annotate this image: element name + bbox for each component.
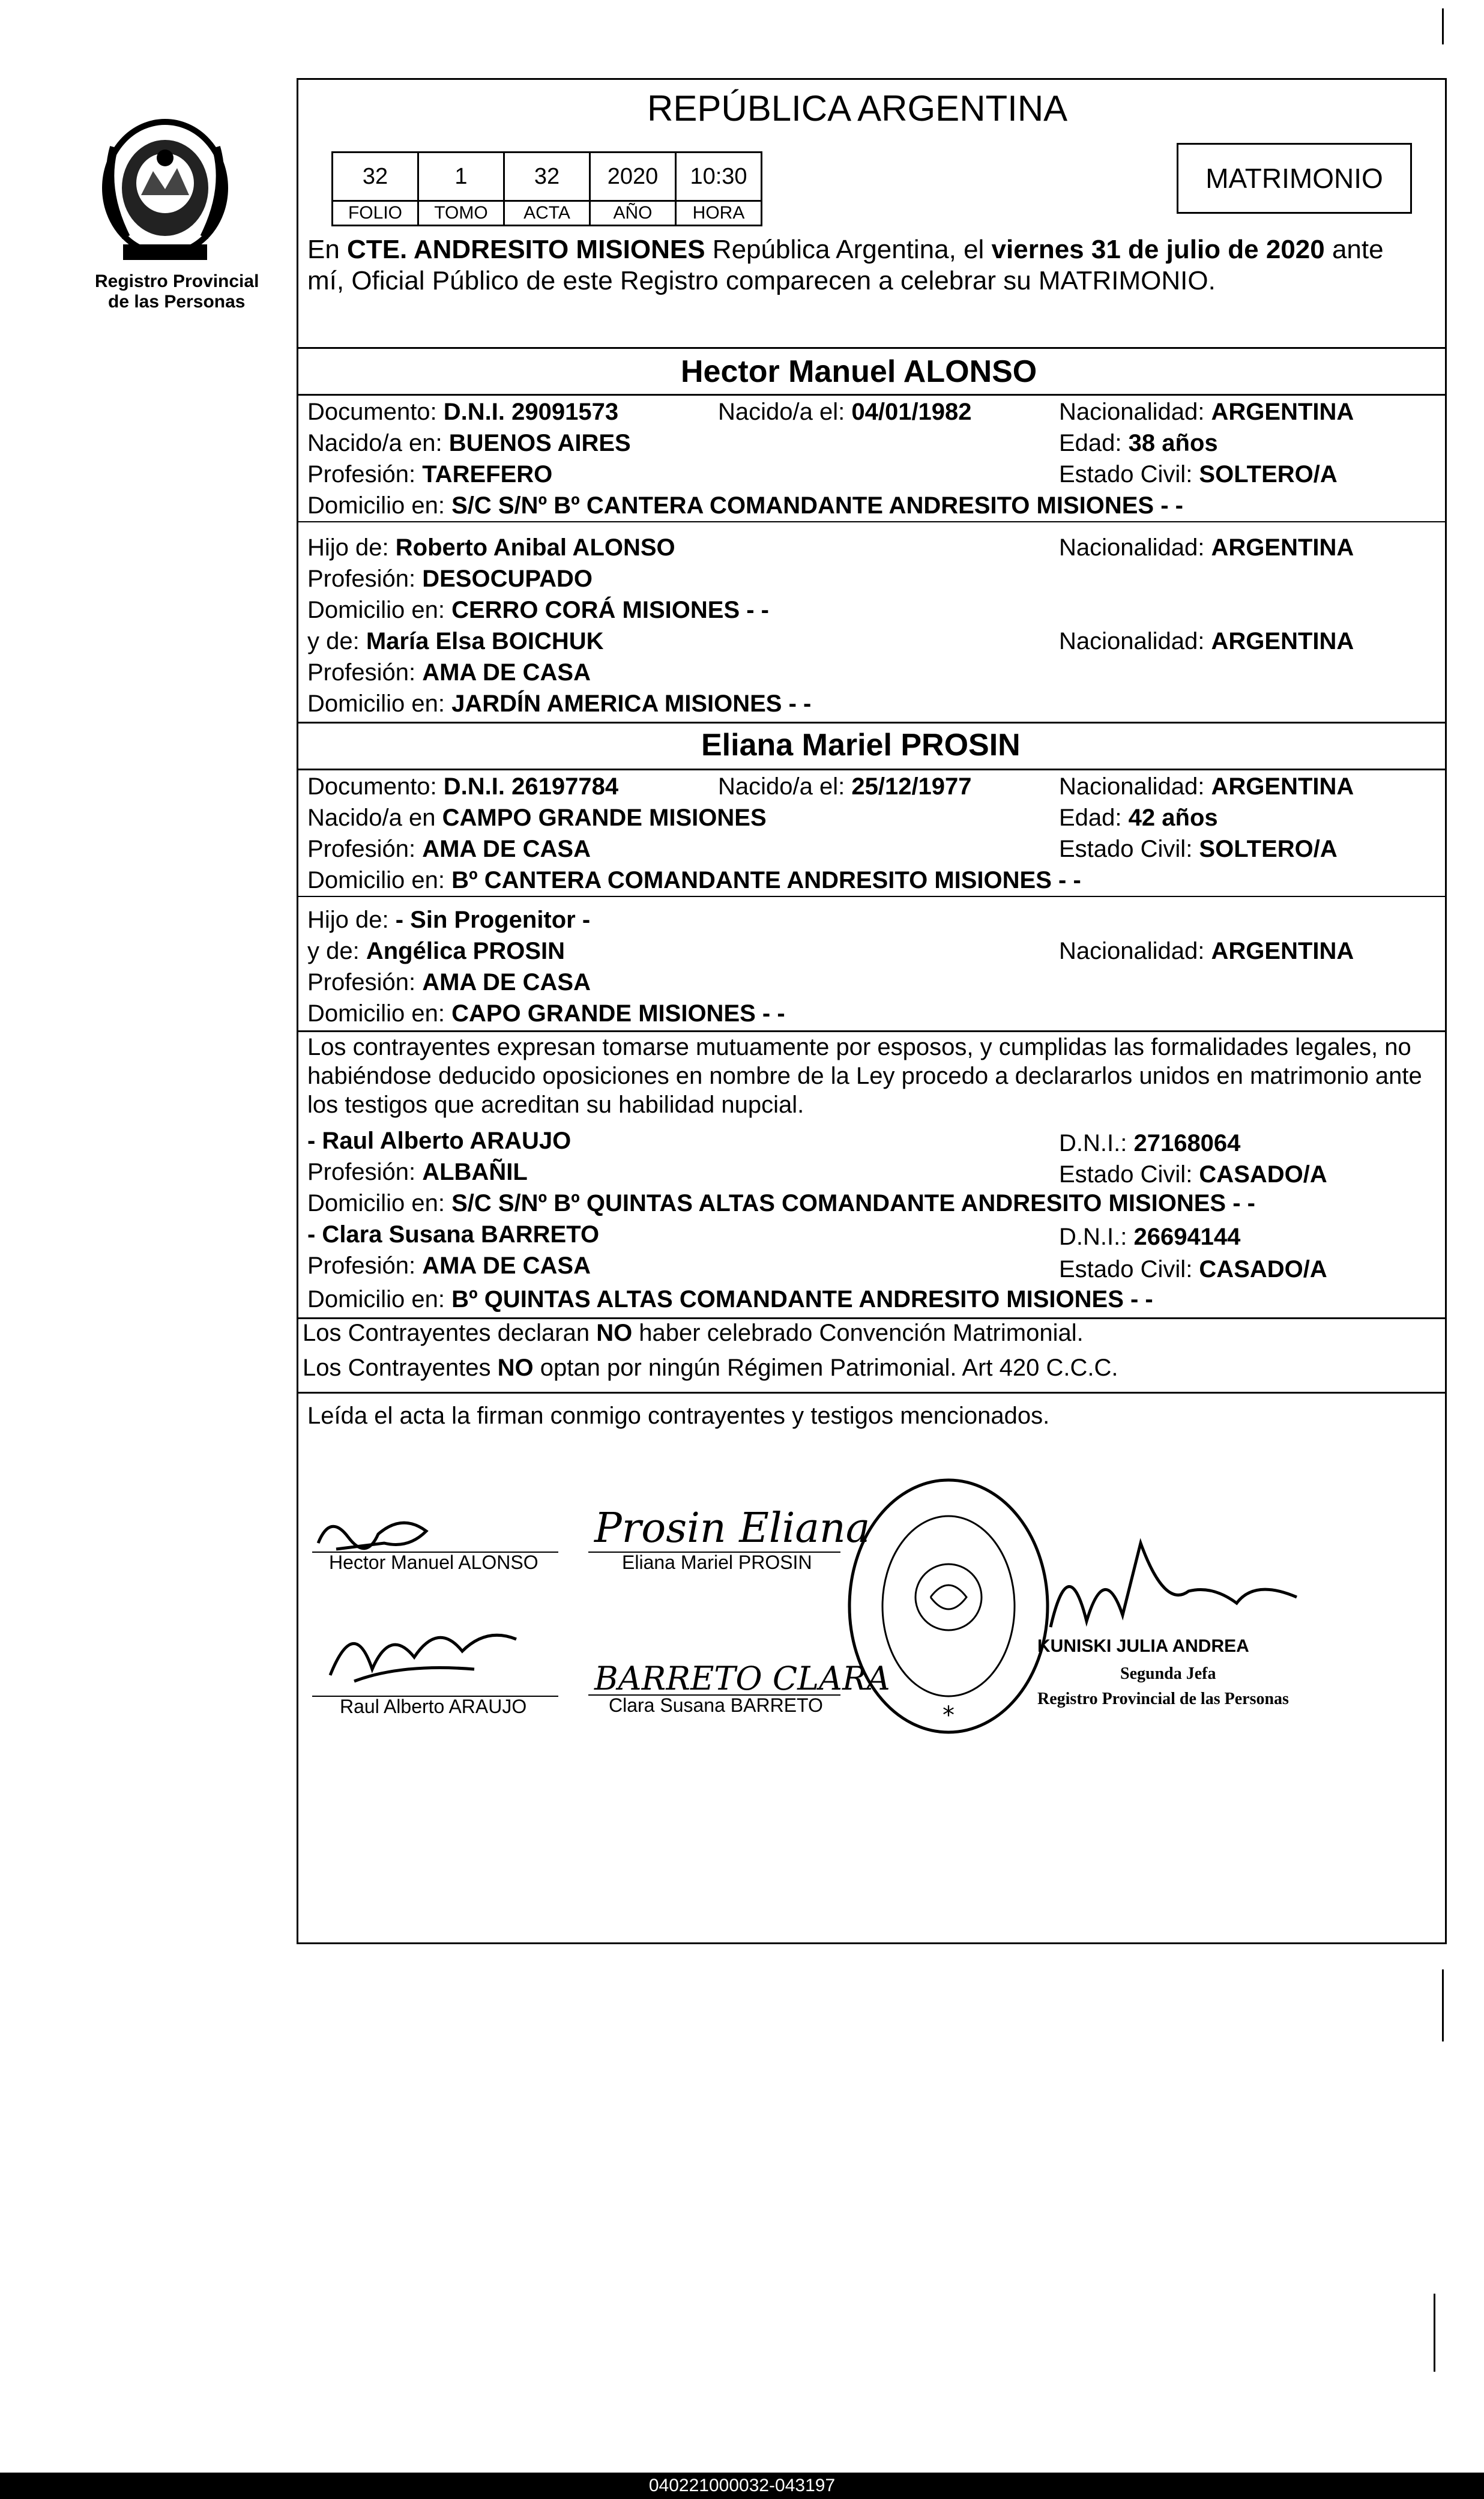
- intro-line2: mí, Oficial Público de este Registro comparecen a celebrar su MATRIMONIO.: [307, 266, 1216, 295]
- registry-stamp: [840, 1471, 1057, 1741]
- official-title: Segunda Jefa: [1120, 1664, 1216, 1683]
- regime-line1: Los Contrayentes declaran NO haber celebrado Convención Matrimonial.: [303, 1320, 1084, 1346]
- hora-label: HORA: [676, 201, 762, 226]
- party1-mother-prof: Profesión: AMA DE CASA: [307, 659, 591, 686]
- sig-label-prosin: Eliana Mariel PROSIN: [622, 1552, 812, 1573]
- regime-line2: Los Contrayentes NO optan por ningún Régimen Patrimonial. Art 420 C.C.C.: [303, 1355, 1118, 1381]
- record-grid: [331, 151, 762, 226]
- tomo-value: 1: [418, 153, 504, 201]
- folio-label: FOLIO: [333, 201, 418, 226]
- intro-p2: República Argentina, el: [705, 235, 992, 264]
- party1-mother-addr: Domicilio en: JARDÍN AMERICA MISIONES - -: [307, 690, 812, 717]
- party1-birthplace: Nacido/a en: BUENOS AIRES: [307, 430, 631, 456]
- party1-doc: Documento: D.N.I. 29091573: [307, 399, 619, 425]
- signature-barreto: BARRETO CLARA: [594, 1660, 890, 1697]
- logo-caption-line2: de las Personas: [108, 292, 246, 312]
- declaration-line2: habiéndose deducido oposiciones en nombre de la Ley procedo a declararlos unidos en matrimonio ante: [307, 1063, 1422, 1089]
- party2-born: Nacido/a el: 25/12/1977: [718, 773, 972, 800]
- witness1-prof: Profesión: ALBAÑIL: [307, 1159, 528, 1185]
- party1-mother-nat: Nacionalidad: ARGENTINA: [1059, 628, 1354, 654]
- hora-value: 10:30: [676, 153, 762, 201]
- party1-civil: Estado Civil: SOLTERO/A: [1059, 461, 1338, 488]
- party2-father: Hijo de: - Sin Progenitor -: [307, 907, 591, 933]
- intro-line1: [307, 234, 1384, 265]
- acta-label: ACTA: [504, 201, 590, 226]
- declaration-line3: los testigos que acreditan su habilidad nupcial.: [307, 1092, 804, 1118]
- party1-addr: Domicilio en: S/C S/Nº Bº CANTERA COMANDANTE ANDRESITO MISIONES - -: [307, 492, 1183, 519]
- intro-date: viernes 31 de julio de 2020: [991, 235, 1325, 264]
- official-org: Registro Provincial de las Personas: [1037, 1690, 1289, 1708]
- intro-place: CTE. ANDRESITO MISIONES: [347, 235, 705, 264]
- signature-official: [1045, 1525, 1321, 1645]
- closing-text: Leída el acta la firman conmigo contrayentes y testigos mencionados.: [307, 1403, 1050, 1429]
- anio-label: AÑO: [590, 201, 676, 226]
- witness1-dni: D.N.I.: 27168064: [1059, 1130, 1241, 1156]
- act-type-box: [1177, 143, 1412, 214]
- logo-caption-line1: Registro Provincial: [95, 271, 259, 291]
- party1-nat: Nacionalidad: ARGENTINA: [1059, 399, 1354, 425]
- party2-civil: Estado Civil: SOLTERO/A: [1059, 836, 1338, 862]
- sig-label-barreto: Clara Susana BARRETO: [609, 1694, 823, 1716]
- party2-mother-addr: Domicilio en: CAPO GRANDE MISIONES - -: [307, 1000, 785, 1027]
- witness2-name: - Clara Susana BARRETO: [307, 1221, 600, 1248]
- witness2-addr: Domicilio en: Bº QUINTAS ALTAS COMANDANTE ANDRESITO MISIONES - -: [307, 1286, 1153, 1313]
- party1-born: Nacido/a el: 04/01/1982: [718, 399, 972, 425]
- witness1-name: - Raul Alberto ARAUJO: [307, 1128, 572, 1154]
- party1-name: Hector Manuel ALONSO: [681, 354, 1037, 389]
- party2-addr: Domicilio en: Bº CANTERA COMANDANTE ANDRESITO MISIONES - -: [307, 867, 1081, 893]
- page-title: REPÚBLICA ARGENTINA: [647, 88, 1068, 128]
- registro-provincial-seal: [90, 111, 240, 267]
- party2-prof: Profesión: AMA DE CASA: [307, 836, 591, 862]
- party2-nat: Nacionalidad: ARGENTINA: [1059, 773, 1354, 800]
- party1-father-prof: Profesión: DESOCUPADO: [307, 566, 593, 592]
- witness1-civil: Estado Civil: CASADO/A: [1059, 1161, 1327, 1188]
- witness2-dni: D.N.I.: 26694144: [1059, 1224, 1241, 1250]
- witness2-prof: Profesión: AMA DE CASA: [307, 1253, 591, 1279]
- signature-araujo: [318, 1603, 546, 1693]
- party2-doc: Documento: D.N.I. 26197784: [307, 773, 619, 800]
- party1-father-addr: Domicilio en: CERRO CORÁ MISIONES - -: [307, 597, 769, 623]
- folio-value: 32: [333, 153, 418, 201]
- footer-code: 040221000032-043197: [0, 2473, 1484, 2499]
- party2-mother-nat: Nacionalidad: ARGENTINA: [1059, 938, 1354, 964]
- party2-age: Edad: 42 años: [1059, 805, 1218, 831]
- acta-value: 32: [504, 153, 590, 201]
- declaration-line1: Los contrayentes expresan tomarse mutuamente por esposos, y cumplidas las formalidades legales, no: [307, 1034, 1411, 1060]
- witness1-addr: Domicilio en: S/C S/Nº Bº QUINTAS ALTAS COMANDANTE ANDRESITO MISIONES - -: [307, 1190, 1255, 1216]
- party1-father: Hijo de: Roberto Anibal ALONSO: [307, 534, 675, 561]
- sig-label-araujo: Raul Alberto ARAUJO: [340, 1696, 527, 1717]
- official-name: KUNISKI JULIA ANDREA: [1037, 1636, 1249, 1656]
- party2-mother-prof: Profesión: AMA DE CASA: [307, 969, 591, 996]
- party2-mother: y de: Angélica PROSIN: [307, 938, 566, 964]
- svg-text:*: *: [943, 1702, 955, 1729]
- tomo-label: TOMO: [418, 201, 504, 226]
- party1-age: Edad: 38 años: [1059, 430, 1218, 456]
- party2-name: Eliana Mariel PROSIN: [701, 728, 1021, 763]
- party1-mother: y de: María Elsa BOICHUK: [307, 628, 604, 654]
- sig-label-alonso: Hector Manuel ALONSO: [329, 1552, 538, 1573]
- intro-p3: ante: [1324, 235, 1384, 264]
- act-type: MATRIMONIO: [1205, 163, 1383, 194]
- intro-p1: En: [307, 235, 348, 264]
- anio-value: 2020: [590, 153, 676, 201]
- witness2-civil: Estado Civil: CASADO/A: [1059, 1256, 1327, 1283]
- party2-birthplace: Nacido/a en CAMPO GRANDE MISIONES: [307, 805, 767, 831]
- signature-prosin: Prosin Eliana: [594, 1505, 870, 1552]
- party1-father-nat: Nacionalidad: ARGENTINA: [1059, 534, 1354, 561]
- party1-prof: Profesión: TAREFERO: [307, 461, 553, 488]
